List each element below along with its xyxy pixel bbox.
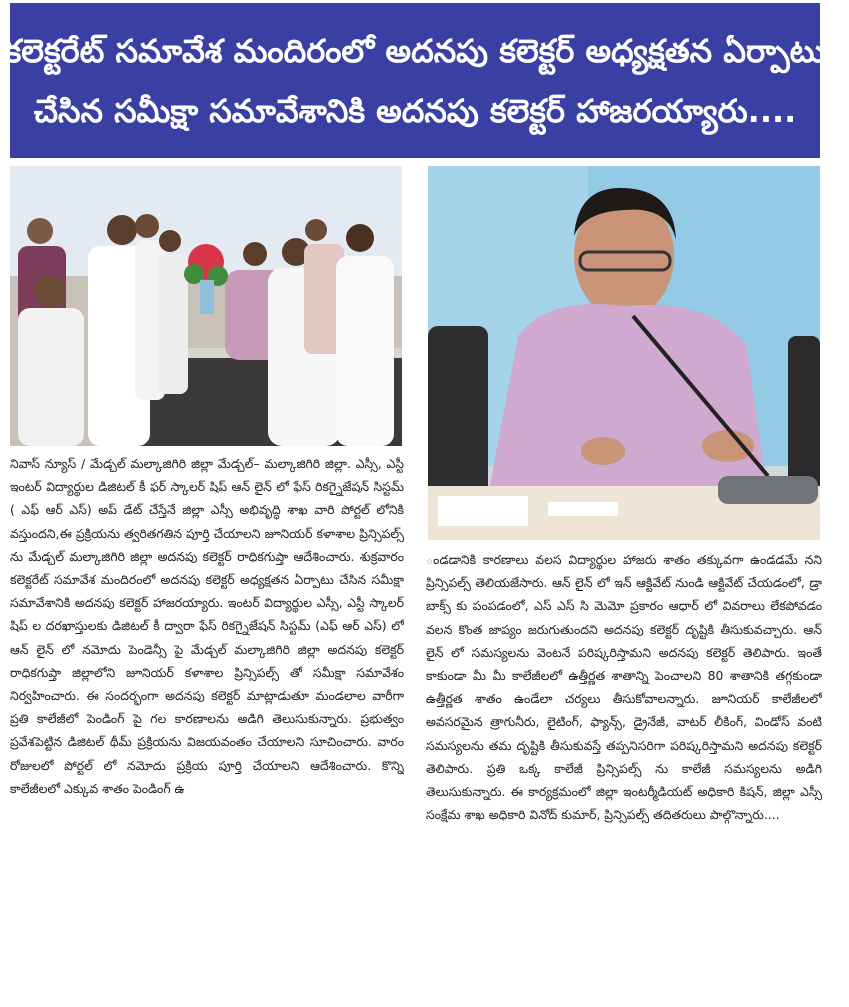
headline-line-1: కలెక్టరేట్ సమావేశ మందిరంలో అదనపు కలెక్టర్ అధ్యక్షతన ఏర్పాటు bbox=[4, 31, 826, 70]
article-column-left bbox=[10, 452, 404, 1000]
collector-photo-illustration bbox=[428, 166, 820, 540]
group-photo bbox=[10, 166, 402, 446]
article-paragraph-right: ండడానికి కారణాలు వలస విద్యార్థుల హాజరు శాతం తక్కువగా ఉండడమే నని ప్రిన్సిపల్స్ తెలియజేసారు. ఆన్ లైన్ లో ఇన్ ఆక్టివేట్ నుండి ఆక్టివేట్ చేయడంలో, డ్రా బాక్స్ కు పంపడంలో, ఎస్ ఎస్ సి మెమో ప్రకారం ఆధార్ లో వివరాలు లేకపోవడం వలన కొంత జాప్యం జరుగుతుందని అదనపు కలెక్టర్ దృష్టికి తీసుకువచ్చారు. ఆన్ లైన్ లో సమస్యలను వెంటనే పరిష్కరిస్తామని అదనపు కలెక్టర్ తెలిపారు. ఇంతే కాకుండా మీ మీ కాలేజీలలో ఉత్తీర్ణత శాతాన్ని పెంచాలని 80 శాతానికి తగ్గకుండా ఉత్తీర్ణత శాతం ఉండేలా చర్యలు తీసుకోవాలన్నారు. జూనియర్ కాలేజీలలో అవసరమైన త్రాగునీరు, లైటింగ్, ఫ్యాన్స్, డ్రైనేజీ, వాటర్ లీకింగ్, విండోస్ వంటి సమస్యలను తమ దృష్టికి తీసుకువస్తే తప్పనిసరిగా పరిష్కరిస్తామని అదనపు కలెక్టర్ తెలిపారు. ప్రతి ఒక్క కాలేజీ ప్రిన్సిపల్స్ ను కాలేజీ సమస్యలను అడిగి తెలుసుకున్నారు. ఈ కార్యక్రమంలో జిల్లా ఇంటర్మీడియట్ అధికారి కిషన్, జిల్లా ఎస్సీ సంక్షేమ శాఖ అధికారి వినోద్ కుమార్, ప్రిన్సిపల్స్ తదితరులు పాల్గొన్నారు.... bbox=[426, 552, 822, 823]
headline-line-2: చేసిన సమీక్షా సమావేశానికి అదనపు కలెక్టర్ హాజరయ్యారు.... bbox=[33, 91, 797, 130]
article-column-right bbox=[426, 548, 822, 1000]
collector-photo bbox=[428, 166, 820, 540]
headline-banner bbox=[4, 3, 826, 158]
group-photo-illustration bbox=[10, 166, 402, 446]
article-paragraph-left: నివాస్ న్యూస్ / మేడ్చల్ మల్కాజిగిరి జిల్లా మేడ్చల్– మల్కాజిగిరి జిల్లా. ఎస్సీ, ఎస్టీ ఇంటర్ విద్యార్థుల డిజిటల్ కీ ఫర్ స్కాలర్ షిప్ ఆన్ లైన్ లో ఫేస్ రికగ్నైజేషన్ సిస్టమ్ ( ఎఫ్ ఆర్ ఎస్) అప్ డేట్ చేస్తేనే జిల్లా ఎస్సీ అభివృద్ధి శాఖ వారి పోర్టల్ లోనికి వస్తుందని,ఈ ప్రక్రియను త్వరితగతిన పూర్తి చేయాలని జూనియర్ కళాశాల ప్రిన్సిపల్స్ ను మేడ్చల్ మల్కాజిగిరి జిల్లా అదనపు కలెక్టర్ రాధికగుప్తా ఆదేశించారు. శుక్రవారం కలెక్టరేట్ సమావేశ మందిరంలో అదనపు కలెక్టర్ అధ్యక్షతన ఏర్పాటు చేసిన సమీక్షా సమావేశానికి అదనపు కలెక్టర్ హాజరయ్యారు. ఇంటర్ విద్యార్థుల ఎస్సీ, ఎస్టీ స్కాలర్ షిప్ ల దరఖాస్తులకు డిజిటల్ కీ ద్వారా ఫేస్ రికగ్నైజేషన్ సిస్టమ్ (ఎఫ్ ఆర్ ఎస్) లో ఆన్ లైన్ లో నమోదు పెండెన్సీ పై మేడ్చల్ మల్కాజిగిరి జిల్లా అదనపు కలెక్టర్ రాధికగుప్తా జిల్లాలోని జూనియర్ కళాశాల ప్రిన్సిపల్స్ తో సమీక్షా సమావేశం నిర్వహించారు. ఈ సందర్భంగా అదనపు కలెక్టర్ మాట్లాడుతూ మండలాల వారీగా ప్రతి కాలేజీలో పెండింగ్ పై గల కారణాలను అడిగి తెలుసుకున్నారు. ప్రభుత్వం ప్రవేశపెట్టిన డిజిటల్ థీమ్ ప్రక్రియను విజయవంతం చేయాలని సూచించారు. వారం రోజులలో పోర్టల్ లో నమోదు ప్రక్రియ పూర్తి చేయాలని ఆదేశించారు. కొన్ని కాలేజీలలో ఎక్కువ శాతం పెండింగ్ ఉ bbox=[10, 456, 404, 796]
